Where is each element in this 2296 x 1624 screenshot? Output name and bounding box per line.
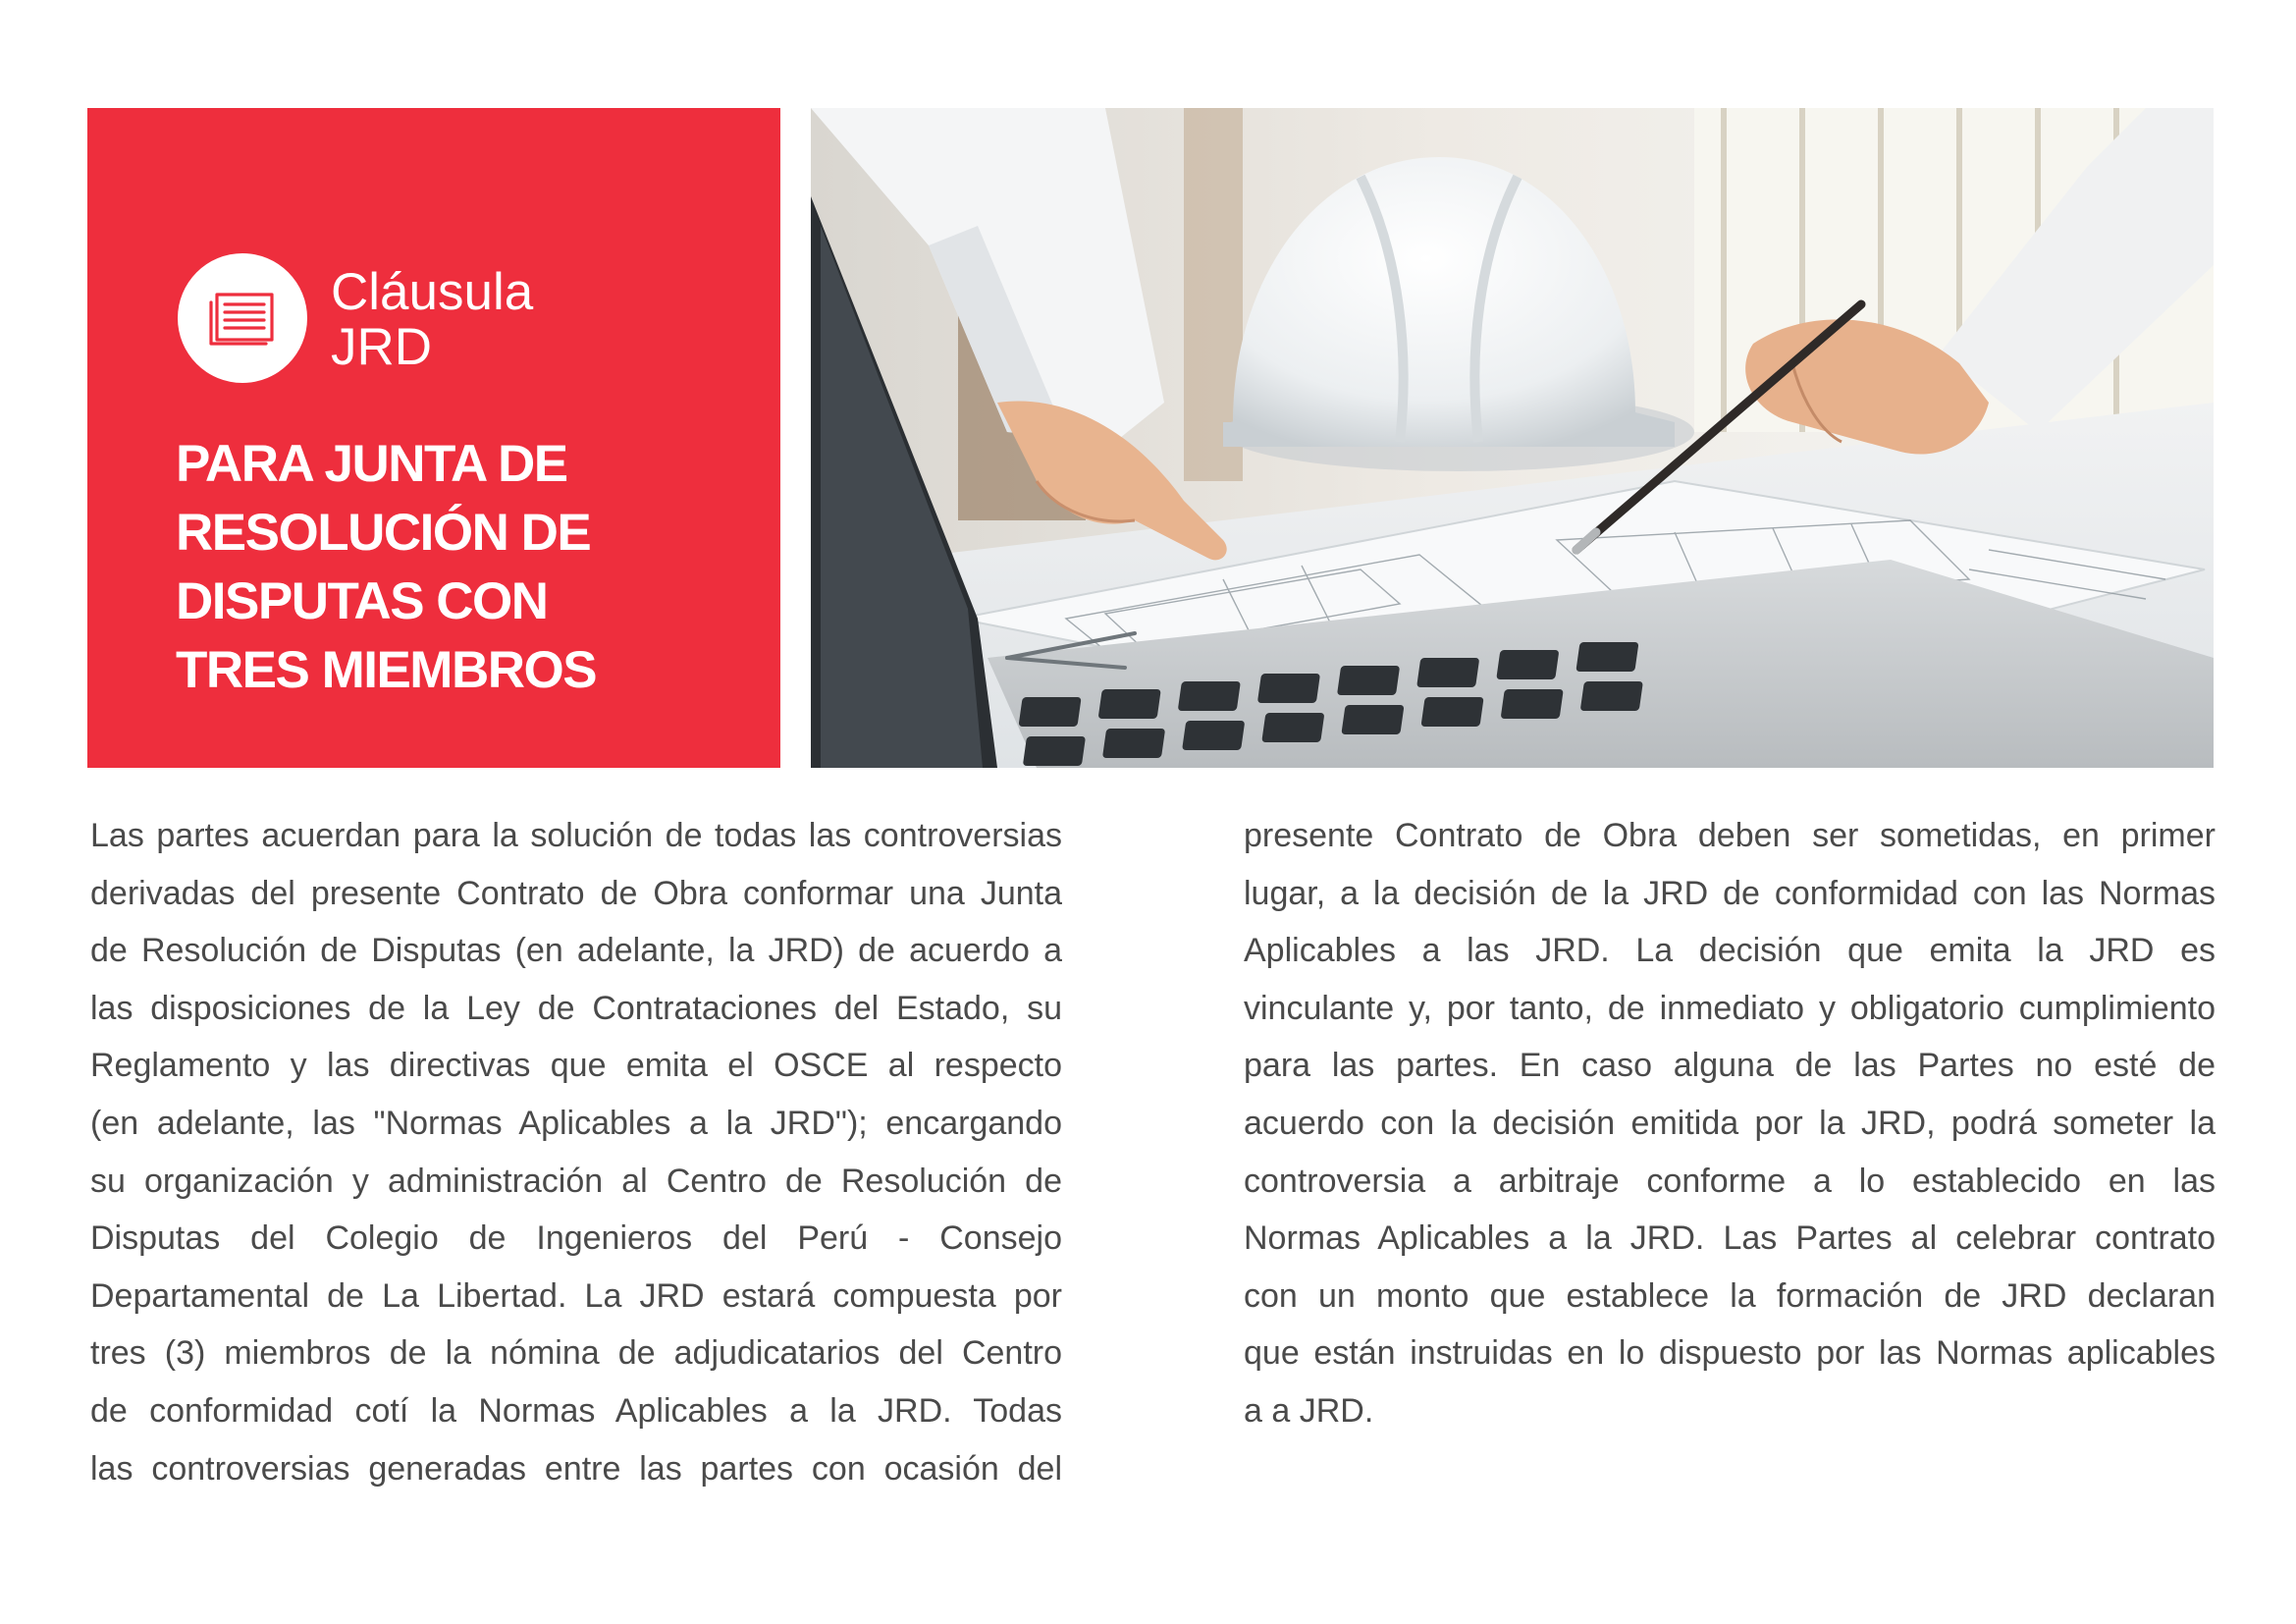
body-line: su organización y administración al Centro de Resolución de [90, 1162, 1062, 1200]
panel-title [176, 430, 755, 705]
clause-label [331, 265, 533, 375]
body-line: presente Contrato de Obra deben ser sometidas, en primer [1244, 817, 2216, 854]
body-line: Aplicables a las JRD. La decisión que emita la JRD es [1244, 932, 2216, 970]
body-line: de Resolución de Disputas (en adelante, la JRD) de acuerdo a [90, 932, 1062, 970]
body-line: Departamental de La Libertad. La JRD estará compuesta por [90, 1276, 1062, 1315]
body-line: controversia a arbitraje conforme a lo establecido en las [1244, 1162, 2216, 1200]
body-line: de conformidad cotí la Normas Aplicables a la JRD. Todas [90, 1391, 1062, 1430]
body-line: las controversias generadas entre las partes con ocasión del [90, 1449, 1062, 1488]
body-line: lugar, a la decisión de la JRD de conformidad con las Normas [1244, 874, 2216, 912]
body-line: Disputas del Colegio de Ingenieros del Perú - Consejo [90, 1219, 1062, 1258]
body-line: (en adelante, las "Normas Aplicables a la JRD"); encargando [90, 1104, 1062, 1142]
document-lines-icon [207, 289, 280, 350]
icon-badge [178, 253, 307, 383]
body-line: Las partes acuerdan para la solución de todas las controversias [90, 817, 1062, 854]
body-line: Reglamento y las directivas que emita el OSCE al respecto [90, 1047, 1062, 1085]
header-panel [87, 108, 780, 768]
clause-code: JRD [331, 318, 433, 376]
construction-plans-photo [811, 108, 2214, 768]
body-line: derivadas del presente Contrato de Obra conformar una Junta [90, 874, 1062, 912]
body-line: vinculante y, por tanto, de inmediato y obligatorio cumplimiento [1244, 989, 2216, 1027]
body-line: las disposiciones de la Ley de Contrataciones del Estado, su [90, 989, 1062, 1027]
body-line: Normas Aplicables a la JRD. Las Partes al celebrar contrato [1244, 1219, 2216, 1258]
body-line: que están instruidas en lo dispuesto por las Normas aplicables [1244, 1334, 2216, 1373]
title-line: RESOLUCIÓN DE [176, 504, 591, 562]
body-line: tres (3) miembros de la nómina de adjudicatarios del Centro [90, 1334, 1062, 1373]
body-line: para las partes. En caso alguna de las Partes no esté de [1244, 1047, 2216, 1085]
title-line: PARA JUNTA DE [176, 435, 567, 493]
body-line: con un monto que establece la formación de JRD declaran [1244, 1276, 2216, 1315]
body-line: a a JRD. [1244, 1391, 1374, 1430]
title-line: TRES MIEMBROS [176, 641, 597, 699]
body-column-right [1244, 807, 2216, 1440]
title-line: DISPUTAS CON [176, 572, 548, 630]
body-line: acuerdo con la decisión emitida por la JRD, podrá someter la [1244, 1104, 2216, 1142]
clause-word: Cláusula [331, 263, 534, 321]
body-column-left [90, 807, 1062, 1497]
